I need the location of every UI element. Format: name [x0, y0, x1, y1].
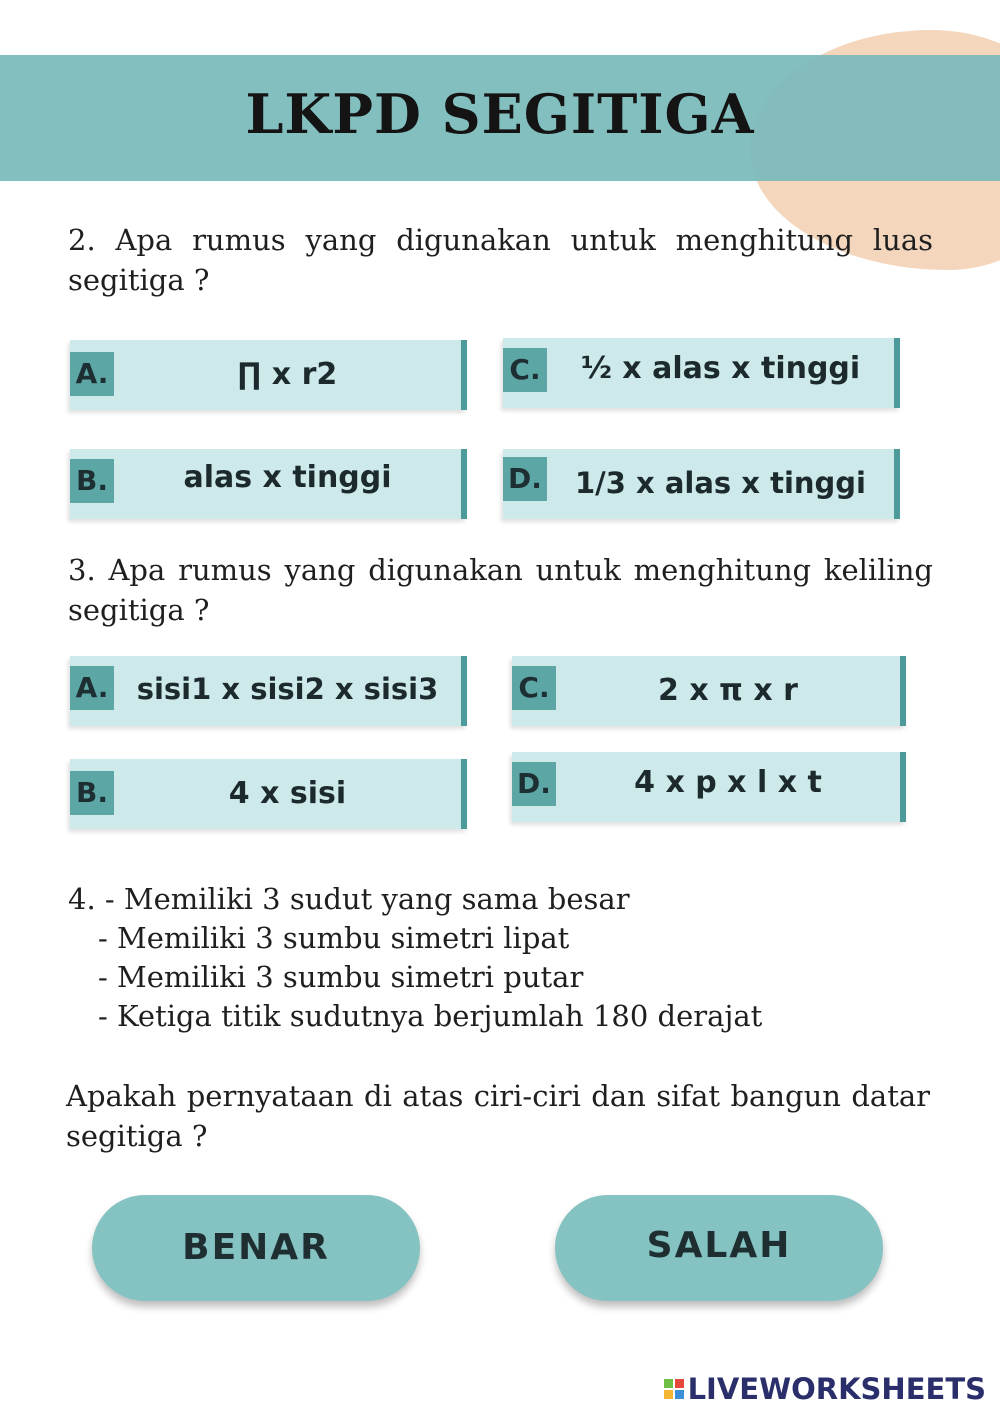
q3-option-c-letter: C. — [512, 666, 556, 710]
q3-option-d-text: 4 x p x l x t — [634, 765, 822, 800]
page-title: LKPD SEGITIGA — [245, 82, 755, 146]
q2-option-d-text: 1/3 x alas x tinggi — [575, 466, 866, 500]
q2-option-a-letter: A. — [70, 352, 114, 396]
liveworksheets-logo-icon — [664, 1379, 684, 1399]
liveworksheets-watermark — [664, 1372, 986, 1406]
q2-option-c-text: ½ x alas x tinggi — [580, 351, 861, 386]
q3-option-d[interactable] — [512, 752, 906, 822]
q3-option-b-text: 4 x sisi — [228, 776, 347, 811]
q2-option-c-letter: C. — [503, 348, 547, 392]
q3-option-a-letter: A. — [70, 666, 114, 710]
false-button[interactable]: SALAH — [555, 1195, 883, 1301]
q2-option-b[interactable] — [70, 449, 467, 519]
statement-line: 4. - Memiliki 3 sudut yang sama besar — [68, 882, 630, 916]
statement-line: - Memiliki 3 sumbu simetri lipat — [98, 921, 570, 955]
q3-option-b-letter: B. — [70, 771, 114, 815]
q3-option-c[interactable] — [512, 656, 906, 726]
watermark-text: LIVEWORKSHEETS — [687, 1372, 986, 1406]
q2-option-c[interactable] — [503, 338, 900, 408]
statement-line: - Memiliki 3 sumbu simetri putar — [98, 960, 584, 994]
q2-option-b-letter: B. — [70, 459, 114, 503]
question-2-text: 2. Apa rumus yang digunakan untuk menghitung luas segitiga ? — [68, 223, 933, 297]
q2-option-b-text: alas x tinggi — [183, 460, 392, 495]
q3-option-d-letter: D. — [512, 762, 556, 806]
q2-option-d-letter: D. — [503, 457, 547, 501]
q2-option-d[interactable] — [503, 449, 900, 519]
true-button[interactable]: BENAR — [92, 1195, 420, 1301]
q3-option-a-text: sisi1 x sisi2 x sisi3 — [136, 672, 439, 706]
q2-option-a[interactable] — [70, 340, 467, 410]
q3-option-a[interactable] — [70, 656, 467, 726]
question-4-prompt: Apakah pernyataan di atas ciri-ciri dan sifat bangun datar segitiga ? — [66, 1079, 930, 1153]
q2-option-a-text: ∏ x r2 — [237, 357, 338, 392]
q3-option-c-text: 2 x π x r — [658, 673, 798, 708]
question-3-text: 3. Apa rumus yang digunakan untuk menghitung keliling segitiga ? — [68, 553, 933, 627]
statement-line: - Ketiga titik sudutnya berjumlah 180 derajat — [98, 999, 763, 1033]
question-4-statements — [68, 880, 938, 1036]
q3-option-b[interactable] — [70, 759, 467, 829]
